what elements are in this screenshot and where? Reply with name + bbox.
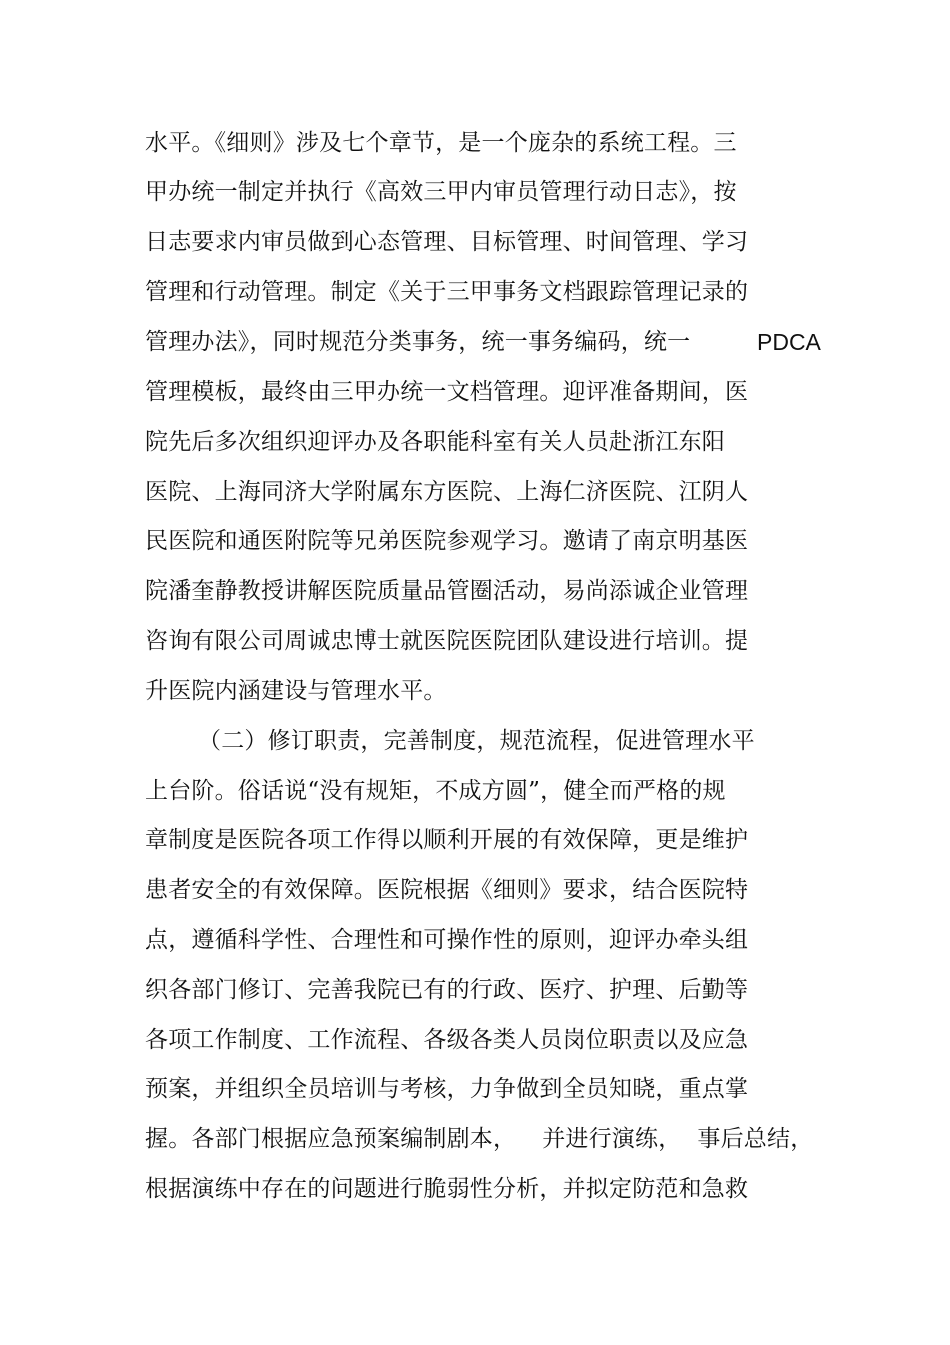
text-line: 院潘奎静教授讲解医院质量品管圈活动，易尚添诚企业管理 <box>145 578 749 604</box>
text-line: 织各部门修订、完善我院已有的行政、医疗、护理、后勤等 <box>145 977 749 1003</box>
text-line: 民医院和通医附院等兄弟医院参观学习。邀请了南京明基医 <box>145 528 749 554</box>
text-line: 章制度是医院各项工作得以顺利开展的有效保障，更是维护 <box>145 827 749 853</box>
text-line: 各项工作制度、工作流程、各级各类人员岗位职责以及应急 <box>145 1027 749 1053</box>
text-segment: 事后总结， <box>697 1126 814 1152</box>
text-line: 甲办统一制定并执行《高效三甲内审员管理行动日志》，按 <box>145 179 737 205</box>
text-line: 医院、上海同济大学附属东方医院、上海仁济医院、江阴人 <box>145 479 749 505</box>
text-line: 咨询有限公司周诚忠博士就医院医院团队建设进行培训。提 <box>145 628 749 654</box>
text-line-split <box>145 1124 813 1154</box>
section-heading-line: （二）修订职责，完善制度，规范流程，促进管理水平 <box>198 728 755 754</box>
text-line: 上台阶。俗话说“没有规矩，不成方圆”，健全而严格的规 <box>145 778 726 804</box>
text-line: 管理和行动管理。制定《关于三甲事务文档跟踪管理记录的 <box>145 279 749 305</box>
text-line: 升医院内涵建设与管理水平。 <box>145 678 447 704</box>
text-line: 日志要求内审员做到心态管理、目标管理、时间管理、学习 <box>145 229 749 255</box>
text-line: 院先后多次组织迎评办及各职能科室有关人员赴浙江东阳 <box>145 429 725 455</box>
text-segment: 握。各部门根据应急预案编制剧本， <box>145 1126 517 1152</box>
text-line: 根据演练中存在的问题进行脆弱性分析，并拟定防范和急救 <box>145 1176 749 1202</box>
text-segment: 并进行演练， <box>542 1126 682 1152</box>
text-line: 患者安全的有效保障。医院根据《细则》要求，结合医院特 <box>145 877 749 903</box>
text-line: 管理办法》，同时规范分类事务，统一事务编码，统一 <box>145 329 691 355</box>
text-line: 管理模板，最终由三甲办统一文档管理。迎评准备期间，医 <box>145 379 749 405</box>
text-line: 预案，并组织全员培训与考核，力争做到全员知晓，重点掌 <box>145 1076 749 1102</box>
text-line: 点，遵循科学性、合理性和可操作性的原则，迎评办牵头组 <box>145 927 749 953</box>
margin-note: PDCA <box>757 329 821 355</box>
text-line: 水平。《细则》涉及七个章节，是一个庞杂的系统工程。三 <box>145 130 737 156</box>
